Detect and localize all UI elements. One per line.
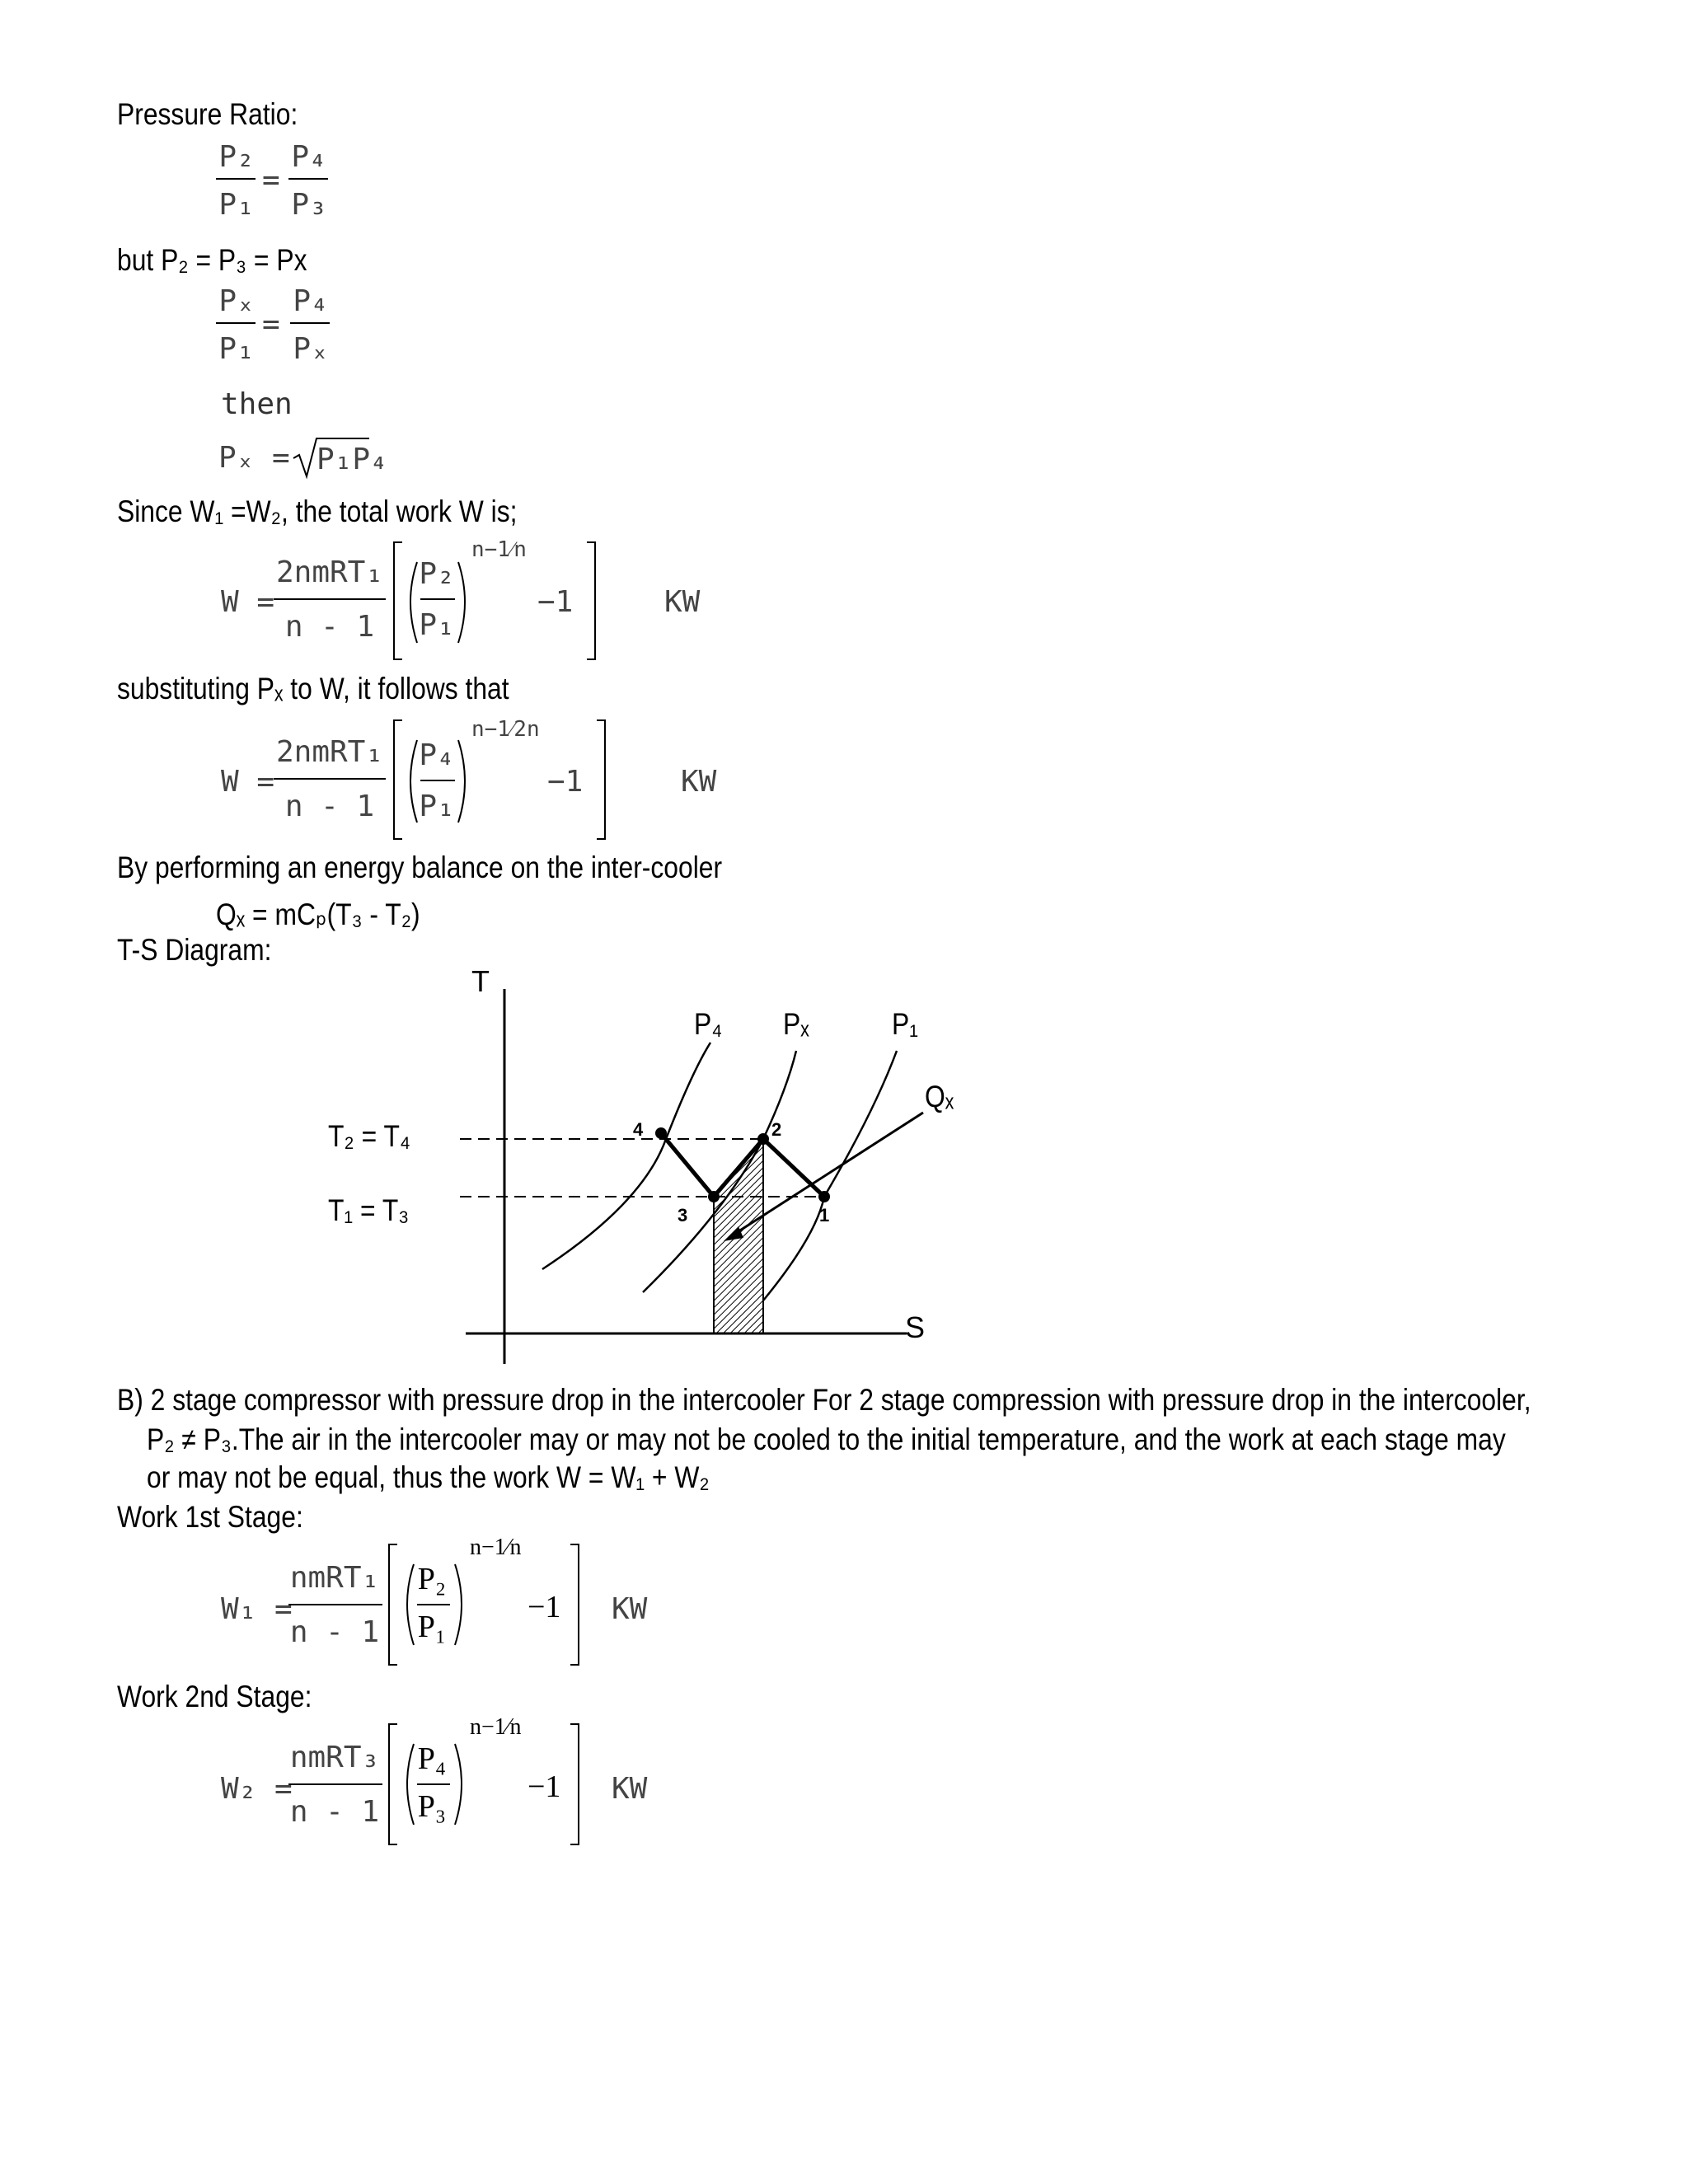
ratio-num-left: P₂ <box>218 140 255 174</box>
state-point-3: 3 <box>678 1205 688 1226</box>
w2-unit: KW <box>612 1772 648 1806</box>
curve-label-px: Pₓ <box>783 1007 809 1041</box>
w2-exponent: n−1⁄n <box>470 1714 522 1740</box>
curve-label-p1: P₁ <box>892 1007 918 1041</box>
paragraph-b-line-1: B) 2 stage compressor with pressure drop in the intercooler For 2 stage compression with pressure drop in the intercooler, <box>117 1383 1531 1417</box>
w-sub-exponent: n−1⁄2n <box>471 717 540 742</box>
w1-minus-one: −1 <box>528 1590 561 1624</box>
w-total-coef-den: n - 1 <box>284 610 375 644</box>
w1-unit: KW <box>612 1592 648 1626</box>
w1-p-num: P₂ <box>417 1562 447 1596</box>
ratiox-num-right: P₄ <box>293 284 329 318</box>
energy-balance-line: By performing an energy balance on the inter-cooler <box>117 851 723 884</box>
w-total-p-num: P₂ <box>419 557 455 591</box>
w-total-exponent: n−1⁄n <box>471 537 527 562</box>
w-sub-coef-num: 2nmRT₁ <box>275 735 384 769</box>
w-sub-unit: KW <box>681 765 717 799</box>
substituting-line: substituting Pₓ to W, it follows that <box>117 672 509 705</box>
ratiox-den-left: P₁ <box>218 332 255 366</box>
ratio-num-right: P₄ <box>291 140 327 174</box>
w-sub-lhs: W = <box>221 765 275 799</box>
w-total-coef-num: 2nmRT₁ <box>275 555 384 589</box>
equals-sign: = <box>262 163 280 197</box>
curve-label-p4: P₄ <box>694 1007 723 1041</box>
w1-lhs: W₁ = <box>221 1592 293 1626</box>
state-point-1: 1 <box>819 1205 830 1226</box>
w1-p-den: P₁ <box>417 1610 447 1644</box>
then-word: then <box>221 387 293 421</box>
w-sub-p-den: P₁ <box>419 790 455 823</box>
w-total-minus-one: −1 <box>537 585 574 619</box>
w2-p-den: P₃ <box>417 1789 447 1824</box>
pressure-ratio-heading: Pressure Ratio: <box>117 97 298 131</box>
w1-exponent: n−1⁄n <box>470 1535 522 1560</box>
w1-coef-den: n - 1 <box>289 1615 380 1649</box>
w-total-lhs: W = <box>221 585 275 619</box>
state-point-2: 2 <box>771 1119 782 1140</box>
w-total-p-den: P₁ <box>419 608 455 642</box>
qx-equation: Qₓ = mCₚ(T₃ - T₂) <box>216 898 420 931</box>
ratiox-num-left: Pₓ <box>218 284 255 318</box>
paragraph-b-line-2: P₂ ≠ P₃.The air in the intercooler may or may not be cooled to the initial temperature, and the work at each stage may <box>147 1422 1506 1456</box>
ratio-den-left: P₁ <box>218 188 255 222</box>
w-sub-p-num: P₄ <box>419 738 455 772</box>
work-1st-heading: Work 1st Stage: <box>117 1500 303 1534</box>
w2-lhs: W₂ = <box>221 1772 293 1806</box>
axis-t-label: T <box>471 964 490 998</box>
w2-coef-num: nmRT₃ <box>289 1741 380 1774</box>
w-total-unit: KW <box>664 585 701 619</box>
paragraph-b-line-3: or may not be equal, thus the work W = W₁ + W₂ <box>147 1460 710 1494</box>
ratiox-den-right: Pₓ <box>293 332 329 366</box>
px-lhs: Pₓ = <box>218 441 290 475</box>
heat-label-qx: Qₓ <box>925 1080 954 1113</box>
state-point-4: 4 <box>633 1119 644 1140</box>
isotherm-label-t2t4: T₂ = T₄ <box>328 1119 410 1153</box>
but-line: but P₂ = P₃ = Px <box>117 243 307 277</box>
w2-coef-den: n - 1 <box>289 1795 380 1829</box>
w-sub-minus-one: −1 <box>547 765 584 799</box>
ratio-den-right: P₃ <box>291 188 327 222</box>
px-radicand: P₁P₄ <box>316 443 388 476</box>
axis-s-label: S <box>905 1310 926 1344</box>
work-2nd-heading: Work 2nd Stage: <box>117 1680 312 1713</box>
equals-sign: = <box>262 307 280 341</box>
isotherm-label-t1t3: T₁ = T₃ <box>328 1193 410 1227</box>
ts-heading: T-S Diagram: <box>117 933 272 967</box>
w-sub-coef-den: n - 1 <box>284 790 375 823</box>
since-line: Since W₁ =W₂, the total work W is; <box>117 494 518 528</box>
w2-minus-one: −1 <box>528 1769 561 1804</box>
w1-coef-num: nmRT₁ <box>289 1561 380 1595</box>
w2-p-num: P₄ <box>417 1741 447 1776</box>
